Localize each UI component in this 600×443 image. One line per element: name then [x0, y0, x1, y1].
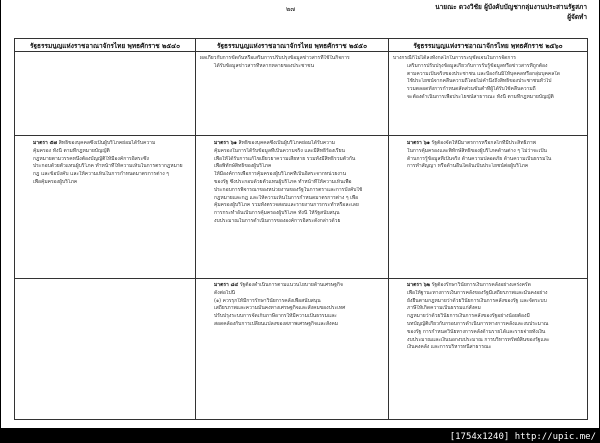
line-text: กฎหมายตามวรรคหนึ่งต้องบัญญัติให้มีองค์การอิสระซึ่ง: [33, 155, 149, 162]
text-line: [200, 179, 385, 187]
line-text: บทบัญญัติเกี่ยวกับกรอบการดำเนินการทางการคลังและงบประมาณ: [407, 320, 549, 327]
text-line: [200, 305, 385, 313]
text-line: [393, 313, 585, 321]
cell-row-2-col-2540: [19, 140, 192, 276]
line-text: คุ้มครองผู้บริโภค รวมทั้งตรวจสอบและรายงานการกระทำหรือละเลย: [214, 202, 359, 209]
line-text: จะต้องดำเนินการเพื่อประโยชน์สาธารณะ ทั้งนี้ ตามที่กฎหมายบัญญัติ: [407, 93, 554, 100]
line-text: เสริมการปรับปรุงข้อมูลเกี่ยวกับการรับรู้ข้อมูลหรือข่าวสารที่ถูกต้อง: [407, 62, 548, 69]
line-text: เพื่อให้ได้รับการแก้ไขเยียวยาความเสียหาย รวมทั้งมีสิทธิรวมตัวกัน: [214, 155, 356, 162]
line-text: เพื่อให้ฐานะทางการเงินการคลังของรัฐมีเสถียรภาพและมั่นคงอย่าง: [407, 289, 548, 296]
line-text: เพื่อพิทักษ์สิทธิของผู้บริโภค: [214, 163, 272, 170]
text-line: [393, 140, 585, 148]
text-line: [200, 163, 385, 171]
header-divider: [15, 51, 587, 52]
text-line: [393, 305, 585, 313]
cell-row-2-col-2560: [393, 140, 585, 276]
author-block: [387, 2, 587, 22]
document-page: [1, 0, 599, 428]
cell-row-3-col-2540: [19, 282, 192, 418]
line-text: ของรัฐ ซึ่งประกอบด้วยตัวแทนผู้บริโภค ทำหน้าที่ให้ความเห็นเพื่อ: [214, 178, 352, 185]
line-text: ใช้ประโยชน์จากคลื่นความถี่โดยไม่คำนึงถึงสิทธิของประชาชนทั่วไป: [407, 78, 552, 85]
line-text: สิทธิของบุคคลซึ่งเป็นผู้บริโภคย่อมได้รับความ: [236, 140, 336, 146]
line-text: ผลเกี่ยวกับการขัดกันหรือเสริมการปรับปรุงข้อมูลข่าวสารที่ใช้ในกิจการ: [200, 55, 350, 61]
line-text: กฎหมายและกฎ และให้ความเห็นในการกำหนดมาตรการต่าง ๆ เพื่อ: [214, 194, 359, 201]
text-line: [19, 156, 192, 164]
column-header-2550: รัฐธรรมนูญแห่งราชอาณาจักรไทย พุทธศักราช ๒๕๕๐: [216, 42, 368, 49]
line-text: กฎหมายว่าด้วยวินัยการเงินการคลังของรัฐอย่างน้อยต้องมี: [407, 313, 530, 320]
column-header-2560: รัฐธรรมนูญแห่งราชอาณาจักรไทย พุทธศักราช ๒๕๖๐: [413, 42, 563, 49]
line-text: การทำสัญญา หรือด้านอื่นใดอันเป็นประโยชน์ต่อผู้บริโภค: [407, 163, 529, 170]
line-text: เงินคงคลัง และการบริหารหนี้สาธารณะ: [407, 344, 492, 351]
text-line: [393, 298, 585, 306]
comparison-table: [14, 38, 588, 420]
row-divider: [15, 135, 587, 136]
line-text: ในการคุ้มครองและพิทักษ์สิทธิของผู้บริโภคด้านต่าง ๆ ไม่ว่าจะเป็น: [407, 147, 547, 154]
line-text: คุ้มครองในการได้รับข้อมูลที่เป็นความจริง และมีสิทธิร้องเรียน: [214, 147, 345, 154]
text-line: [200, 148, 385, 156]
line-text: ดังต่อไปนี้: [214, 289, 236, 296]
line-text: คุ้มครอง ทั้งนี้ ตามที่กฎหมายบัญญัติ: [33, 147, 110, 154]
line-text: ปรับปรุงระบบการจัดเก็บภาษีอากรให้มีความเป็นธรรมและ: [214, 313, 337, 320]
text-line: [200, 55, 385, 63]
image-host-watermark: [1754x1240] http://upic.me/: [449, 432, 596, 442]
line-text: (๑) ควรรุกให้มีการรักษาวินัยการคลังเพื่อสนับสนุน: [214, 297, 321, 304]
line-text: ได้รับข้อมูลข่าวสารที่หลากหลายของประชาชน: [214, 62, 314, 69]
text-line: [19, 148, 192, 156]
text-line: [200, 282, 385, 290]
section-label: มาตรา ๖๑: [214, 140, 237, 146]
text-line: [393, 55, 585, 63]
line-text: บางกรณีก็ไม่ได้ลงทั้งกลไกในการระบุชัดเจนในการจัดการ: [393, 55, 516, 61]
text-line: [393, 329, 585, 337]
text-line: [393, 63, 585, 71]
column-divider: [388, 39, 389, 419]
author-name: นายณะ ดวงวิชัย ผู้บังคับบัญชากลุ่มงานประสานรัฐสภา: [435, 3, 587, 11]
line-text: งบประมาณและเงินนอกงบประมาณ การบริหารทรัพย์สินของรัฐและ: [407, 336, 550, 343]
text-line: [200, 140, 385, 148]
line-text: เสถียรภาพและความมั่นคงทางเศรษฐกิจและสังคมของประเทศ: [214, 305, 346, 312]
line-text: เพื่อคุ้มครองผู้บริโภค: [33, 178, 78, 185]
text-line: [200, 202, 385, 210]
text-line: [393, 344, 585, 352]
text-line: [200, 298, 385, 306]
section-label: มาตรา ๖๑: [407, 140, 430, 146]
cell-row-1-col-2550: [200, 55, 385, 133]
author-suffix: ผู้จัดทำ: [567, 13, 587, 21]
line-text: สอดคล้องกับการเปลี่ยนแปลงของสภาพเศรษฐกิจและสังคม: [214, 320, 339, 327]
text-line: [393, 148, 585, 156]
text-line: [393, 78, 585, 86]
text-line: [19, 163, 192, 171]
line-text: ประกอบด้วยตัวแทนผู้บริโภค ทำหน้าที่ให้ความเห็นในการตรากฎหมาย: [33, 163, 183, 170]
text-line: [200, 195, 385, 203]
text-line: [200, 63, 385, 71]
text-line: [393, 156, 585, 164]
line-text: กฎ และข้อบังคับ และให้ความเห็นในการกำหนดมาตรการต่าง ๆ: [33, 171, 169, 178]
cell-row-1-col-2540: [19, 55, 192, 133]
section-label: มาตรา ๕๗: [33, 140, 58, 146]
line-text: ด้านการรู้ข้อมูลที่เป็นจริง ด้านความปลอดภัย ด้านความเป็นธรรมใน: [407, 155, 552, 162]
text-line: [200, 187, 385, 195]
line-text: ประกอบการพิจารณาของหน่วยงานของรัฐในการตราและการบังคับใช้: [214, 186, 363, 193]
cell-row-1-col-2560: [393, 55, 585, 133]
column-header-2540: รัฐธรรมนูญแห่งราชอาณาจักรไทย พุทธศักราช ๒๕๔๐: [29, 42, 181, 49]
line-text: ตามความเป็นจริงของประชาชน และป้องกันมิให้บุคคลหรือกลุ่มบุคคลใด: [407, 70, 560, 77]
text-line: [200, 321, 385, 329]
text-line: [200, 210, 385, 218]
text-line: [200, 156, 385, 164]
line-text: สิทธิของบุคคลซึ่งเป็นผู้บริโภคย่อมได้รับความ: [57, 140, 156, 146]
text-line: [393, 86, 585, 94]
page-number: ๒๗: [286, 5, 296, 13]
line-text: ภาษีให้เกิดความเป็นธรรมแก่สังคม: [407, 305, 481, 312]
line-text: รัฐต้องรักษาวินัยการเงินการคลังอย่างเคร่งครัด: [430, 282, 531, 288]
line-text: รัฐต้องดำเนินการตามแนวนโยบายด้านเศรษฐกิจ: [238, 282, 343, 288]
text-line: [393, 94, 585, 102]
text-line: [200, 171, 385, 179]
text-line: [19, 179, 192, 187]
text-line: [393, 337, 585, 345]
text-line: [393, 321, 585, 329]
column-divider: [195, 39, 196, 419]
cell-row-3-col-2550: [200, 282, 385, 418]
text-line: [19, 171, 192, 179]
section-label: มาตรา ๖๒: [407, 282, 431, 288]
section-label: มาตรา ๘๔: [214, 282, 239, 288]
line-text: รวมตลอดทั้งการกำหนดสัดส่วนขั้นต่ำที่ผู้ได้รับใช้คลื่นความถี่: [407, 86, 536, 93]
text-line: [19, 140, 192, 148]
line-text: งบประมาณในการดำเนินการขององค์การอิสระดังกล่าวด้วย: [214, 217, 341, 224]
line-text: ของรัฐ การกำหนดวินัยทางการคลังด้านรายได้และรายจ่ายทั้งเงิน: [407, 328, 546, 335]
text-line: [393, 163, 585, 171]
cell-row-2-col-2550: [200, 140, 385, 276]
line-text: รัฐต้องจัดให้มีมาตรการหรือกลไกที่มีประสิทธิภาพ: [429, 140, 536, 146]
cell-row-3-col-2560: [393, 282, 585, 418]
text-line: [393, 290, 585, 298]
row-divider: [15, 278, 587, 279]
line-text: ยั่งยืนตามกฎหมายว่าด้วยวินัยการเงินการคลังของรัฐ และจัดระบบ: [407, 297, 547, 304]
line-text: ให้มีองค์การเพื่อการคุ้มครองผู้บริโภคที่เป็นอิสระจากหน่วยงาน: [214, 171, 347, 178]
text-line: [200, 290, 385, 298]
text-line: [393, 282, 585, 290]
text-line: [200, 218, 385, 226]
text-line: [200, 313, 385, 321]
line-text: การกระทำอันเป็นการคุ้มครองผู้บริโภค ทั้งนี้ ให้รัฐสนับสนุน: [214, 210, 340, 217]
text-line: [393, 71, 585, 79]
